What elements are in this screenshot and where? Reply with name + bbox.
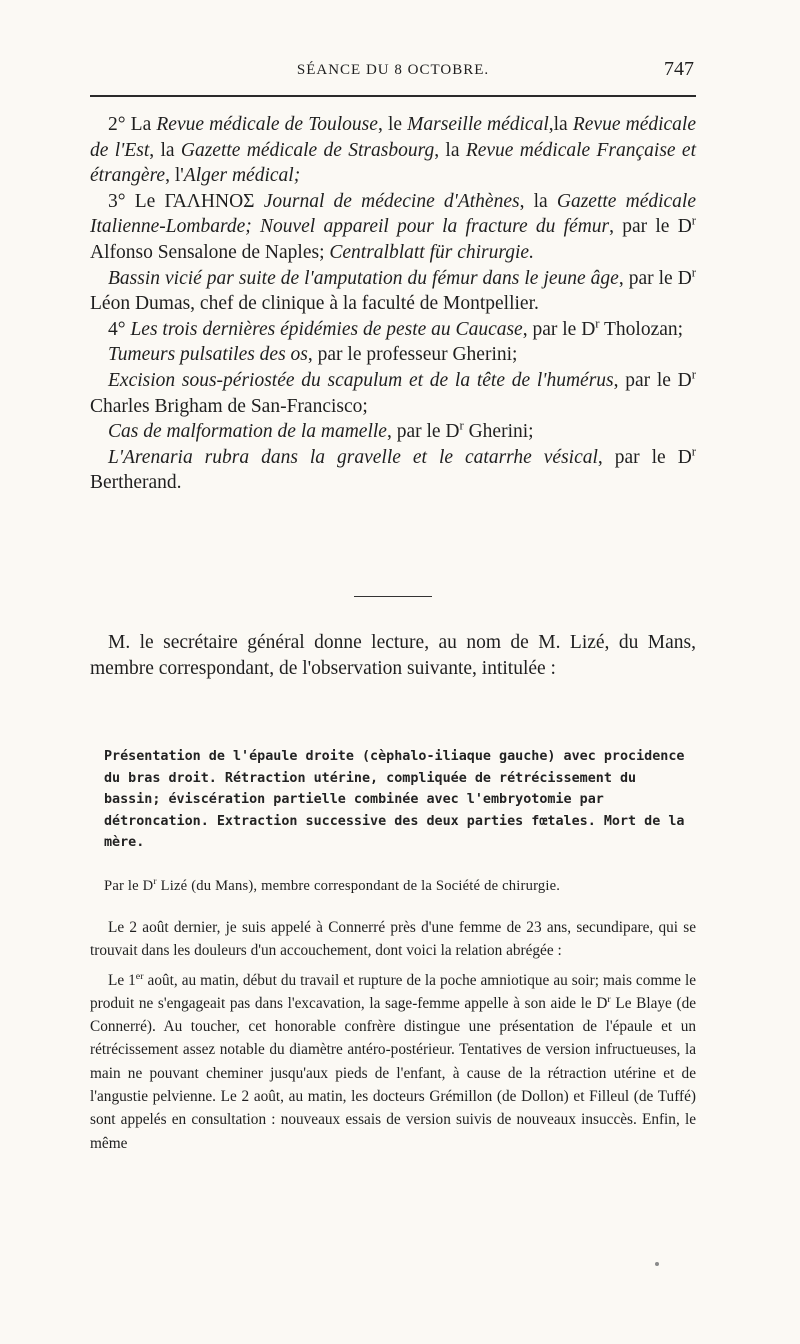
text-run: Le Blaye (de Connerré). Au toucher, cet honorable confrère distingue une présentation de l'épaule et un rétrécissement assez notable du diamètre antéro-postérieur. Tentatives de version infructueuses, la main ne pouvant cheminer jusqu'aux pieds de l'enfant, à cause de la rétraction utérine et de l'angustie pelvienne. Le 2 août, au matin, les docteurs Grémillon (de Dollon) et Filleul (de Tuffé) sont appelés en consultation : nouveaux essais de version suivis de nouveaux insuccès. Enfin, le même	[90, 994, 697, 1152]
italic-title-text: Les trois dernières épidémies de peste au Caucase	[130, 318, 523, 340]
list-paragraph	[90, 445, 696, 496]
text-run: , par le D	[386, 421, 460, 443]
text-run: , par le D	[618, 267, 692, 289]
observation-body	[90, 916, 696, 1155]
text-run: , par le D	[522, 318, 596, 340]
list-paragraph	[90, 189, 696, 266]
list-paragraph	[90, 317, 696, 343]
superscript-text: r	[595, 316, 600, 331]
italic-title-text: Gazette médicale Italienne-Lombarde; Nouvel appareil pour la fracture du fémur	[90, 190, 696, 238]
text-run: , la	[149, 139, 181, 161]
text-run: Bertherand.	[90, 472, 182, 494]
italic-title-text: Centralblatt für chirurgie.	[329, 241, 534, 263]
text-run: Par le D	[104, 878, 154, 894]
running-head	[90, 58, 696, 88]
text-run: , par le professeur Gherini;	[307, 344, 518, 366]
italic-title-text: Marseille médical	[407, 114, 549, 135]
italic-title-text: Revue médicale de Toulouse	[156, 114, 378, 135]
italic-title-text: Alger médical;	[183, 165, 301, 187]
text-run: 2° La	[108, 114, 157, 135]
superscript-text: r	[691, 265, 696, 280]
italic-title-text: Cas de malformation de la mamelle	[108, 421, 387, 443]
list-paragraph	[90, 112, 696, 189]
superscript-text: r	[691, 444, 696, 459]
text-run: Léon Dumas, chef de clinique à la faculté de Montpellier.	[90, 293, 539, 315]
text-run: Le 2 août dernier, je suis appelé à Connerré près d'une femme de 23 ans, secundipare, qui se trouvait dans les douleurs d'un accouchement, dont voici la relation abrégée :	[90, 919, 696, 960]
text-run: août, au matin, début du travail et rupture de la poche amniotique au soir; mais comme le produit ne s'engageait pas dans l'excavation, la sage-femme appelle à son aide le D	[90, 971, 696, 1012]
journal-list	[90, 112, 696, 496]
text-run: Lizé (du Mans), membre correspondant de la Société de chirurgie.	[156, 878, 561, 894]
running-head-title: SÉANCE DU 8 OCTOBRE.	[296, 62, 490, 78]
italic-title-text: Bassin vicié par suite de l'amputation du fémur dans le jeune âge	[108, 267, 619, 289]
text-run: Tholozan;	[599, 318, 684, 340]
author-line	[104, 876, 696, 896]
text-run: , par le D	[613, 369, 692, 391]
list-paragraph	[90, 342, 696, 368]
text-run: Charles Brigham de San-Francisco;	[90, 395, 368, 417]
text-run: Le 1	[108, 971, 136, 989]
superscript-text: r	[459, 418, 464, 433]
text-run: 4°	[108, 318, 131, 340]
intro-paragraph: M. le secrétaire général donne lecture, au nom de M. Lizé, du Mans, membre correspondant, de l'observation suivante, intitulée :	[90, 632, 696, 679]
italic-title-text: Gazette médicale de Strasbourg	[180, 139, 435, 161]
text-run: , le	[377, 114, 408, 135]
superscript-text: r	[607, 993, 611, 1005]
text-run: , la	[519, 190, 557, 212]
italic-title-text: L'Arenaria rubra dans la gravelle et le catarrhe vésical	[108, 446, 598, 468]
italic-title-text: Excision sous-périostée du scapulum et de la tête de l'humérus	[108, 369, 614, 391]
superscript-text: r	[691, 367, 696, 382]
observation-title: Présentation de l'épaule droite (cèphalo-iliaque gauche) avec procidence du bras droit. Rétraction utérine, compliquée de rétrécissement du bassin; éviscération partielle combinée avec l'embryotomie par détroncation. Extraction successive des deux parties fœtales. Mort de la mère.	[104, 749, 685, 850]
italic-title-text: Journal de médecine d'Athènes	[263, 190, 520, 212]
superscript-text: r	[691, 213, 696, 228]
body-paragraph	[90, 916, 696, 963]
list-paragraph	[90, 419, 696, 445]
text-run: , par le D	[609, 216, 692, 238]
text-run: , la	[434, 139, 466, 161]
list-paragraph	[90, 266, 696, 317]
italic-title-text: Tumeurs pulsatiles des os	[108, 344, 308, 366]
text-run: Gherini;	[463, 421, 534, 443]
section-separator	[354, 596, 432, 597]
text-run: Alfonso Sensalone de Naples;	[90, 241, 330, 263]
text-run: 3° Le ΓΑΛΗΝΟΣ	[108, 190, 264, 212]
italic-title-text: Revue médicale Française et étrangère	[90, 139, 696, 187]
list-paragraph	[90, 368, 696, 419]
print-speck	[655, 1262, 659, 1266]
superscript-text: er	[135, 970, 144, 982]
superscript-text: r	[153, 877, 157, 888]
header-rule	[90, 95, 696, 97]
italic-title-text: Revue médicale de l'Est	[90, 114, 697, 161]
text-run: , l'	[165, 165, 184, 187]
page-number: 747	[664, 58, 694, 80]
intro-section	[90, 630, 696, 681]
text-run: ,la	[548, 114, 573, 135]
text-run: , par le D	[597, 446, 692, 468]
body-paragraph	[90, 969, 696, 1155]
